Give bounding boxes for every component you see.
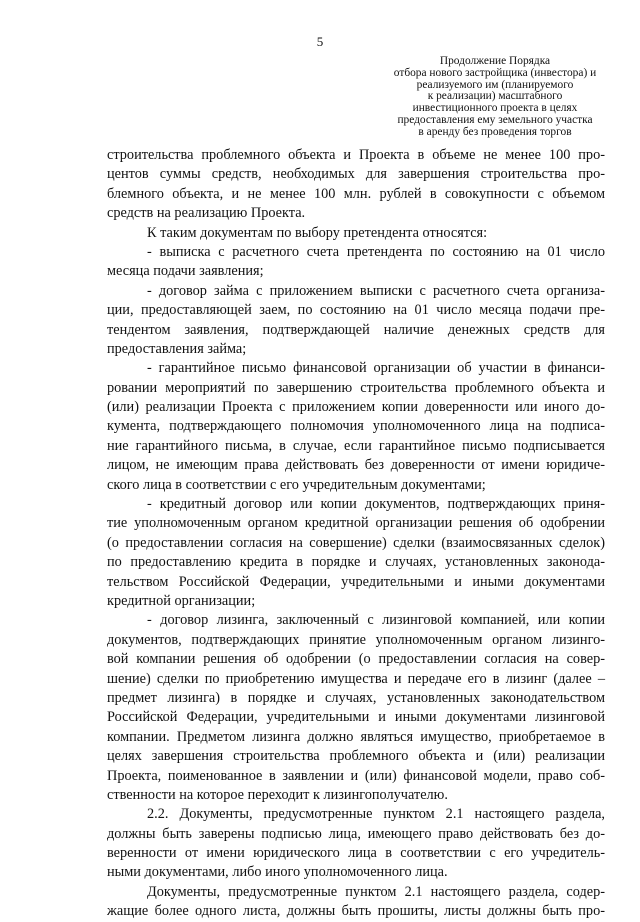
body-line: компании. Предметом лизинга должно являться имущество, приобретаемое в [107,728,605,745]
body-line: 2.2. Документы, предусмотренные пунктом 2.1 настоящего раздела, [147,806,605,823]
body-line: должны быть заверены подписью лица, имеющего право действовать без до- [107,825,605,842]
header-line: Продолжение Порядка [439,55,551,67]
header-line: к реализации) масштабного [427,90,563,103]
body-line: - выписка с расчетного счета претендента по состоянию на 01 число [147,243,605,260]
body-line: Российской Федерации, учредительными и иными документами лизинговой [107,709,605,726]
body-line: месяца подачи заявления; [107,263,264,280]
header-line: отбора нового застройщика (инвестора) и [393,66,597,79]
body-text [107,146,605,922]
body-line: тендентом заявления, подтверждающей наличие денежных средств для [107,321,605,338]
body-line: тельством Российской Федерации, учредительными и иными документами [107,573,605,590]
body-line: ровании мероприятий по завершению строительства проблемного объекта и [107,379,605,396]
body-line: - гарантийное письмо финансовой организации об участии в финанси- [147,360,605,377]
body-line: - кредитный договор или копии документов, подтверждающих приня- [147,496,605,513]
body-line: вой компании решения об одобрении (о предоставлении согласия на совер- [107,651,605,668]
header-line: предоставления ему земельного участка [397,113,593,126]
body-line: центов суммы средств, необходимых для завершения строительства про- [107,166,605,183]
body-line: К таким документам по выбору претендента относятся: [147,224,488,241]
body-line: строительства проблемного объекта и Проекта в объеме не менее 100 про- [107,147,605,163]
body-line: веренности от имени юридического лица в соответствии с его учредитель- [107,845,605,862]
body-line: (или) реализации Проекта с приложением копии доверенности или иного до- [107,399,605,416]
body-line: лицом, не имеющим права действовать без доверенности от имени юридиче- [107,457,605,474]
body-line: предмет лизинга) в порядке и случаях, установленных законодательством [107,689,605,706]
body-line: средств на реализацию Проекта. [107,205,306,222]
header-line: реализуемого им (планируемого [416,78,574,91]
header-line: в аренду без проведения торгов [418,125,572,138]
body-line: ственности на которое переходит к лизингополучателю. [107,786,448,803]
body-line: ными документами, либо иного уполномоченного лица. [107,864,448,881]
body-line: (о предоставлении согласия на совершение) сделки (взаимосвязанных сделок) [107,534,605,551]
body-line: предоставления займа; [107,340,247,357]
body-line: документов, подтверждающих принятие уполномоченным органом лизинго- [107,631,605,648]
header-line: инвестиционного проекта в целях [412,102,578,115]
running-header [370,56,620,139]
body-line: Документы, предусмотренные пунктом 2.1 настоящего раздела, содер- [147,883,605,900]
body-line: ского лица в соответствии с его учредительным документами; [107,476,486,493]
body-line: ции, предоставляющей заем, по состоянию на 01 число месяца подачи пре- [107,302,605,319]
body-line: по предоставлению кредита в порядке и случаях, установленных законода- [107,554,605,571]
body-line: блемного объекта, и не менее 100 млн. рублей в совокупности с объемом [107,185,605,202]
body-line: кумента, подтверждающего полномочия уполномоченного лица на подписа- [107,418,605,435]
body-line: жащие более одного листа, должны быть прошиты, листы должны быть про- [107,903,605,920]
body-line: - договор займа с приложением выписки с расчетного счета организа- [147,282,605,299]
body-line: целях завершения строительства проблемного объекта и (или) реализации [107,748,605,765]
page-number: 5 [316,34,324,49]
body-line: кредитной организации; [107,592,256,609]
body-line: - договор лизинга, заключенный с лизинговой компанией, или копии [147,612,605,629]
body-line: тие уполномоченным органом кредитной организации решения об одобрении [107,515,605,532]
body-line: Проекта, поименованное в заявлении и (или) финансовой модели, право соб- [107,767,605,784]
body-line: ние гарантийного письма, в случае, если гарантийное письмо подписывается [107,437,605,454]
body-line: шение) сделки по приобретению имущества и передаче его в лизинг (далее – [107,670,605,687]
